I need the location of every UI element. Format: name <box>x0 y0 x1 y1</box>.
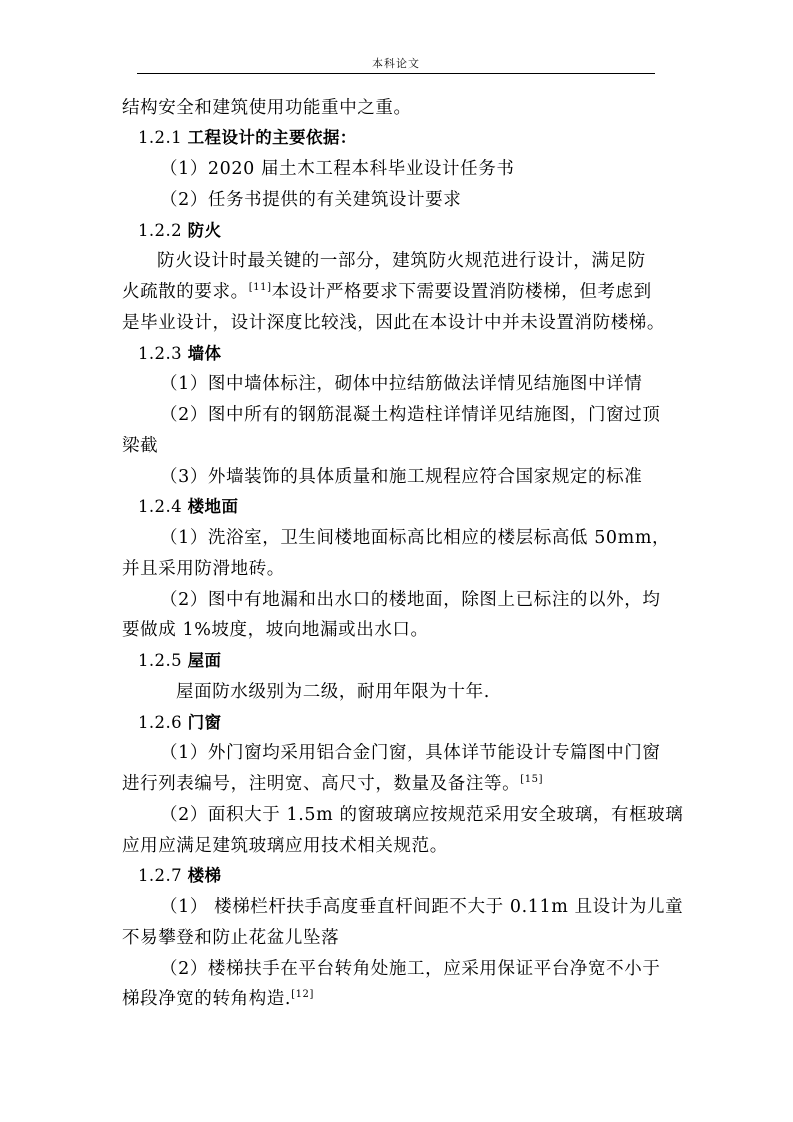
list-item: （1）2020 届土木工程本科毕业设计任务书 <box>160 159 515 179</box>
section-title: 墙体 <box>187 344 222 363</box>
citation-ref: [15] <box>520 774 544 785</box>
section-number: 1.2.6 <box>138 713 188 732</box>
list-item-continuation: 应用应满足建筑玻璃应用技术相关规范。 <box>122 836 448 856</box>
section-number: 1.2.7 <box>138 866 188 885</box>
list-item-continuation <box>122 772 543 796</box>
list-item-continuation: 不易攀登和防止花盆儿坠落 <box>122 928 340 948</box>
list-item: （2）图中有地漏和出水口的楼地面，除图上已标注的以外，均 <box>160 590 661 610</box>
list-item: （1）图中墙体标注，砌体中拉结筋做法详情见结施图中详情 <box>160 374 643 394</box>
list-item-continuation <box>122 987 314 1011</box>
section-title: 屋面 <box>187 651 222 670</box>
section-heading-1-2-2 <box>138 219 221 243</box>
section-number: 1.2.3 <box>138 344 188 363</box>
running-header: 本科论文 <box>372 57 420 70</box>
list-item: （2）图中所有的钢筋混凝土构造柱详情详见结施图，门窗过顶 <box>160 405 661 425</box>
header-rule <box>137 73 655 74</box>
citation-ref: [12] <box>291 989 314 1000</box>
section-heading-1-2-3 <box>138 342 221 366</box>
list-item: （1） 楼梯栏杆扶手高度垂直杆间距不大于 0.11m 且设计为儿童 <box>160 897 684 917</box>
paragraph-line: 屋面防水级别为二级，耐用年限为十年. <box>176 682 490 702</box>
section-heading-1-2-1 <box>138 126 357 150</box>
section-title: 工程设计的主要依据： <box>187 128 357 147</box>
list-item: （1）外门窗均采用铝合金门窗，具体详节能设计专篇图中门窗 <box>160 743 661 763</box>
section-number: 1.2.2 <box>138 221 188 240</box>
list-item: （1）洗浴室，卫生间楼地面标高比相应的楼层标高低 50mm， <box>160 528 671 548</box>
section-heading-1-2-5 <box>138 649 221 673</box>
section-title: 楼地面 <box>187 497 239 516</box>
section-number: 1.2.4 <box>138 497 188 516</box>
paragraph-text: 火疏散的要求。 <box>122 282 249 302</box>
section-title: 楼梯 <box>187 866 222 885</box>
paragraph-text: 进行列表编号，注明宽、高尺寸，数量及备注等。 <box>122 774 521 794</box>
paragraph-text: 本设计严格要求下需要设置消防楼梯，但考虑到 <box>271 282 652 302</box>
section-title: 防火 <box>187 221 222 240</box>
section-number: 1.2.1 <box>138 128 188 147</box>
section-number: 1.2.5 <box>138 651 188 670</box>
section-heading-1-2-6 <box>138 711 221 735</box>
section-heading-1-2-7 <box>138 864 221 888</box>
paragraph-text: 梯段净宽的转角构造. <box>122 989 292 1009</box>
list-item-continuation: 并且采用防滑地砖。 <box>122 559 285 579</box>
section-title: 门窗 <box>187 713 222 732</box>
list-item-continuation: 梁截 <box>122 436 159 456</box>
paragraph-line: 防火设计时最关键的一部分，建筑防火规范进行设计，满足防 <box>157 251 646 271</box>
list-item: （2）任务书提供的有关建筑设计要求 <box>160 190 462 210</box>
citation-ref: [11] <box>248 282 272 293</box>
list-item-continuation: 要做成 1%坡度，坡向地漏或出水口。 <box>122 620 429 640</box>
section-heading-1-2-4 <box>138 495 238 519</box>
list-item: （2）楼梯扶手在平台转角处施工，应采用保证平台净宽不小于 <box>160 959 661 979</box>
list-item: （2）面积大于 1.5m 的窗玻璃应按规范采用安全玻璃，有框玻璃 <box>160 805 684 825</box>
list-item: （3）外墙装饰的具体质量和施工规程应符合国家规定的标准 <box>160 467 643 487</box>
intro-line: 结构安全和建筑使用功能重中之重。 <box>122 98 412 118</box>
paragraph-line: 是毕业设计，设计深度比较浅，因此在本设计中并未设置消防楼梯。 <box>122 313 665 333</box>
paragraph-line <box>122 280 652 304</box>
